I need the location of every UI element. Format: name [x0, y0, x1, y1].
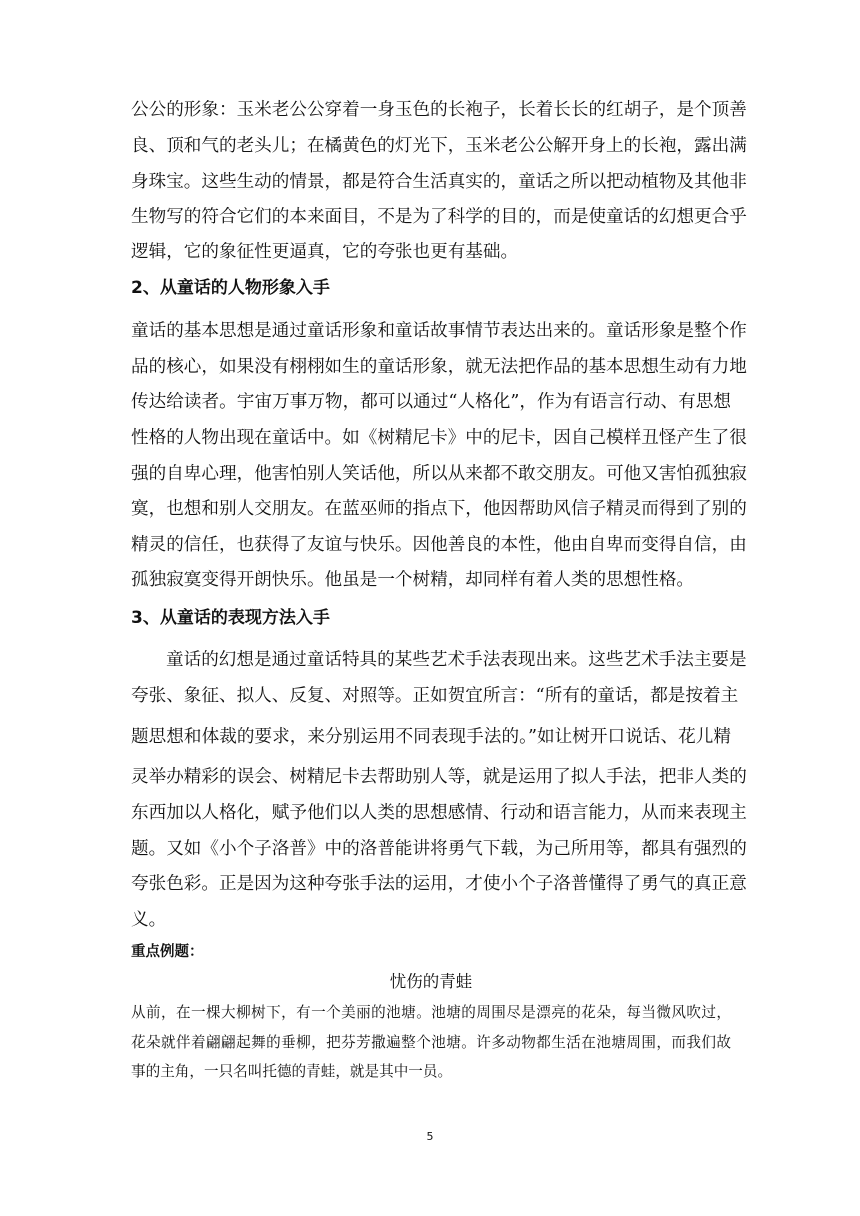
example-heading: 重点例题： [131, 944, 204, 960]
text-line: 逻辑，它的象征性更逼真，它的夸张也更有基础。 [131, 242, 519, 262]
text-line: 夸张、象征、拟人、反复、对照等。正如贺宜所言：“所有的童话，都是按着主 [131, 686, 739, 706]
text-line: 童话的基本思想是通过童话形象和童话故事情节表达出来的。童话形象是整个作 [131, 321, 747, 341]
text-line: 义。 [131, 910, 167, 930]
text-line: 灵举办精彩的误会、树精尼卡去帮助别人等，就是运用了拟人手法，把非人类的 [131, 767, 747, 787]
text-line: 题。又如《小个子洛普》中的洛普能讲将勇气下载，为己所用等，都具有强烈的 [131, 839, 747, 859]
page-number: 5 [426, 1130, 434, 1143]
text-line: 东西加以人格化，赋予他们以人类的思想感情、行动和语言能力，从而来表现主 [131, 803, 747, 823]
text-line: 从前，在一棵大柳树下，有一个美丽的池塘。池塘的周围尽是漂亮的花朵，每当微风吹过， [131, 1004, 731, 1021]
text-line: 事的主角，一只名叫托德的青蛙，就是其中一员。 [131, 1063, 453, 1080]
story-title: 忧伤的青蛙 [389, 972, 473, 991]
text-line: 强的自卑心理，他害怕别人笑话他，所以从来都不敢交朋友。可他又害怕孤独寂 [131, 464, 747, 484]
text-line: 品的核心，如果没有栩栩如生的童话形象，就无法把作品的基本思想生动有力地 [131, 357, 747, 377]
text-line: 童话的幻想是通过童话特具的某些艺术手法表现出来。这些艺术手法主要是 [166, 650, 747, 670]
section-heading: 3、从童话的表现方法入手 [131, 608, 330, 628]
text-line: 寞，也想和别人交朋友。在蓝巫师的指点下，他因帮助风信子精灵而得到了别的 [131, 499, 747, 519]
text-line: 孤独寂寞变得开朗快乐。他虽是一个树精，却同样有着人类的思想性格。 [131, 570, 695, 590]
text-line: 生物写的符合它们的本来面目，不是为了科学的目的，而是使童话的幻想更合乎 [131, 207, 747, 227]
text-line: 良、顶和气的老头儿；在橘黄色的灯光下，玉米老公公解开身上的长袍，露出满 [131, 136, 747, 156]
text-line: 传达给读者。宇宙万事万物，都可以通过“人格化”，作为有语言行动、有思想 [131, 392, 731, 412]
text-line: 身珠宝。这些生动的情景，都是符合生活真实的，童话之所以把动植物及其他非 [131, 172, 747, 192]
text-line: 性格的人物出现在童话中。如《树精尼卡》中的尼卡，因自己模样丑怪产生了很 [131, 428, 747, 448]
text-line: 精灵的信任，也获得了友谊与快乐。因他善良的本性，他由自卑而变得自信，由 [131, 535, 747, 555]
text-line: 花朵就伴着翩翩起舞的垂柳，把芬芳撒遍整个池塘。许多动物都生活在池塘周围，而我们故 [131, 1034, 731, 1051]
text-line: 题思想和体裁的要求，来分别运用不同表现手法的。”如让树开口说话、花儿精 [131, 727, 731, 747]
text-line: 公公的形象：玉米老公公穿着一身玉色的长袍子，长着长长的红胡子，是个顶善 [131, 100, 747, 120]
section-heading: 2、从童话的人物形象入手 [131, 278, 330, 298]
text-line: 夸张色彩。正是因为这种夸张手法的运用，才使小个子洛普懂得了勇气的真正意 [131, 874, 747, 894]
